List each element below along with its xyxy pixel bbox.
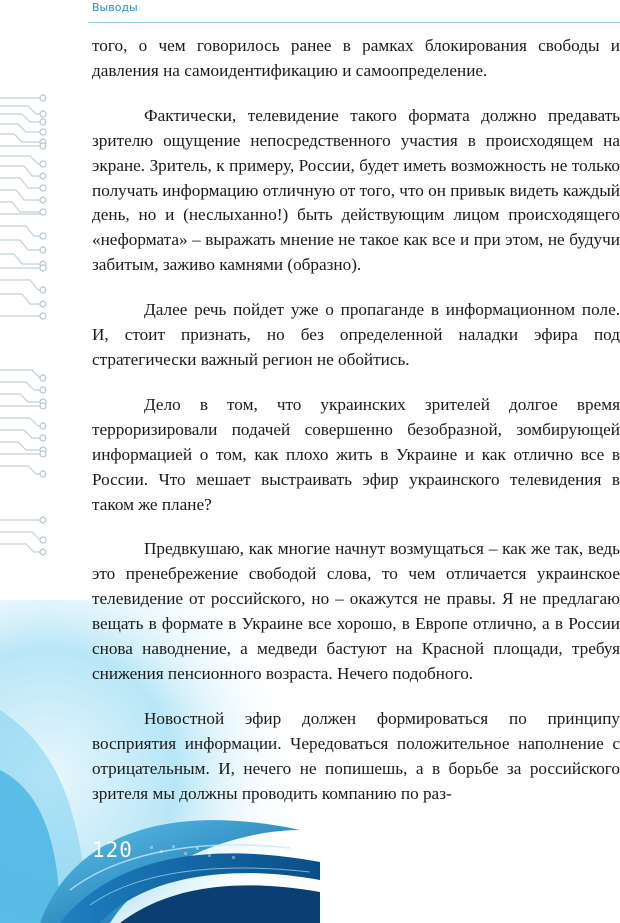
paragraph: того, о чем говорилось ранее в рамках блокирования свободы и давления на самоидентификацию и самоопределение. <box>92 36 620 80</box>
section-title: Выводы <box>92 1 138 14</box>
running-header <box>88 0 620 23</box>
paragraph: Далее речь пойдет уже о пропаганде в информационном поле. И, стоит признать, но без определенной наладки эфира под стратегически важный регион не обойтись. <box>92 300 620 369</box>
circuit-decoration <box>0 80 60 570</box>
paragraph: Фактически, телевидение такого формата должно предавать зрителю ощущение непосредственного участия в происходящем на экране. Зритель, к примеру, России, будет иметь возможность не только получать информацию отличную от того, что он привык видеть каждый день, но и (неслыханно!) быть действующим лицом происходящего «неформата» – выражать мнение не такое как все и при этом, не будучи забитым, заживо камнями (образно). <box>92 105 620 275</box>
body-text <box>92 34 620 826</box>
paragraph: Дело в том, что украинских зрителей долгое время терроризировали подачей совершенно безобразной, зомбирующей информацией о том, как плохо жить в Украине и как отлично все в России. Что мешает выстраивать эфир украинского телевидения в таком же плане? <box>92 394 620 514</box>
paragraph: Новостной эфир должен формироваться по принципу восприятия информации. Чередоваться положительное наполнение с отрицательным. И, нечего не попишешь, а в борьбе за российского зрителя мы должны проводить компанию по раз- <box>92 708 620 803</box>
page-number: 120 <box>92 838 133 862</box>
paragraph: Предвкушаю, как многие начнут возмущаться – как же так, ведь это пренебрежение свободой слова, то чем отличается украинское телевидение от российского, но – окажутся не правы. Я не предлагаю вещать в формате в Украине все хорошо, в Европе отлично, а в России снова наводнение, а медведи бастуют на Красной площади, требуя снижения пенсионного возраста. Нечего подобного. <box>92 539 620 683</box>
